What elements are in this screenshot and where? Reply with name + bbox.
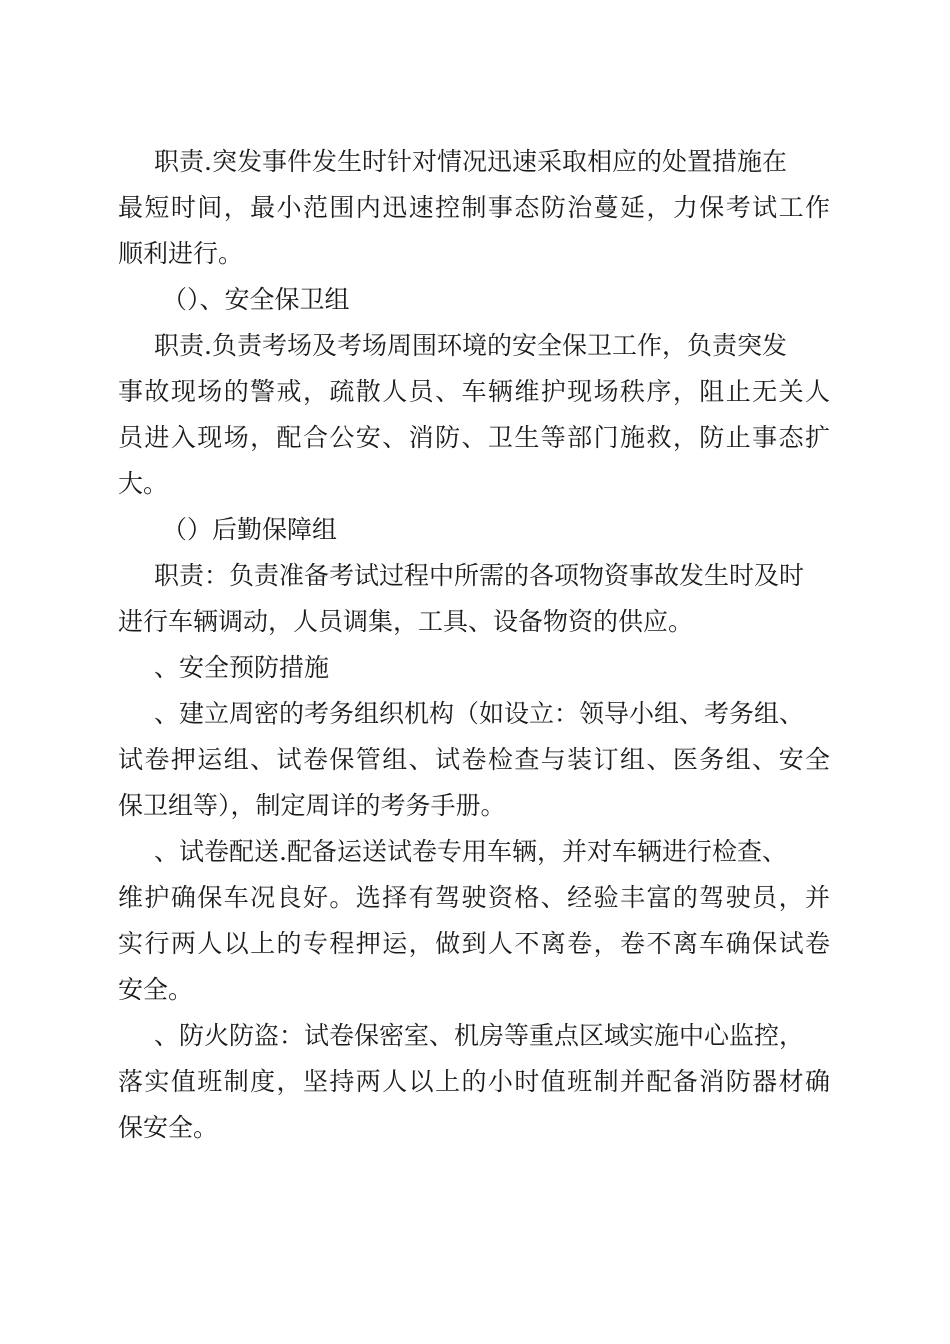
paragraph-paper-delivery-line-1: 、试卷配送.配备运送试卷专用车辆，并对车辆进行检查、 bbox=[154, 837, 787, 866]
paragraph-fire-theft-line-1: 、防火防盗：试卷保密室、机房等重点区域实施中心监控， bbox=[154, 1021, 805, 1050]
paragraph-security-duty-line-4: 大。 bbox=[118, 469, 169, 498]
paragraph-paper-delivery-line-4: 安全。 bbox=[118, 975, 194, 1004]
paragraph-security-duty-line-1: 职责.负责考场及考场周围环境的安全保卫工作，负责突发 bbox=[154, 331, 787, 360]
paragraph-paper-delivery-line-3: 实行两人以上的专程押运，做到人不离卷，卷不离车确保试卷 bbox=[118, 929, 830, 958]
paragraph-security-duty-line-2: 事故现场的警戒，疏散人员、车辆维护现场秩序，阻止无关人 bbox=[118, 377, 830, 406]
paragraph-emergency-duty-line-1: 职责.突发事件发生时针对情况迅速采取相应的处置措施在 bbox=[154, 147, 787, 176]
paragraph-organization-line-2: 试卷押运组、试卷保管组、试卷检查与装订组、医务组、安全 bbox=[118, 745, 830, 774]
paragraph-emergency-duty-line-3: 顺利进行。 bbox=[118, 239, 244, 268]
heading-logistics-group: （）后勤保障组 bbox=[162, 515, 338, 544]
paragraph-fire-theft-line-3: 保安全。 bbox=[118, 1113, 219, 1142]
paragraph-organization-line-3: 保卫组等），制定周详的考务手册。 bbox=[118, 791, 506, 820]
paragraph-fire-theft-line-2: 落实值班制度，坚持两人以上的小时值班制并配备消防器材确 bbox=[118, 1067, 830, 1096]
paragraph-security-duty-line-3: 员进入现场，配合公安、消防、卫生等部门施救，防止事态扩 bbox=[118, 423, 830, 452]
heading-security-group: （）、安全保卫组 bbox=[162, 285, 350, 314]
paragraph-logistics-duty-line-2: 进行车辆调动，人员调集，工具、设备物资的供应。 bbox=[118, 607, 694, 636]
heading-safety-prevention: 、安全预防措施 bbox=[154, 653, 330, 682]
paragraph-emergency-duty-line-2: 最短时间，最小范围内迅速控制事态防治蔓延，力保考试工作 bbox=[118, 193, 830, 222]
paragraph-organization-line-1: 、建立周密的考务组织机构（如设立：领导小组、考务组、 bbox=[154, 699, 805, 728]
paragraph-logistics-duty-line-1: 职责：负责准备考试过程中所需的各项物资事故发生时及时 bbox=[154, 561, 805, 590]
paragraph-paper-delivery-line-2: 维护确保车况良好。选择有驾驶资格、经验丰富的驾驶员，并 bbox=[118, 883, 830, 912]
